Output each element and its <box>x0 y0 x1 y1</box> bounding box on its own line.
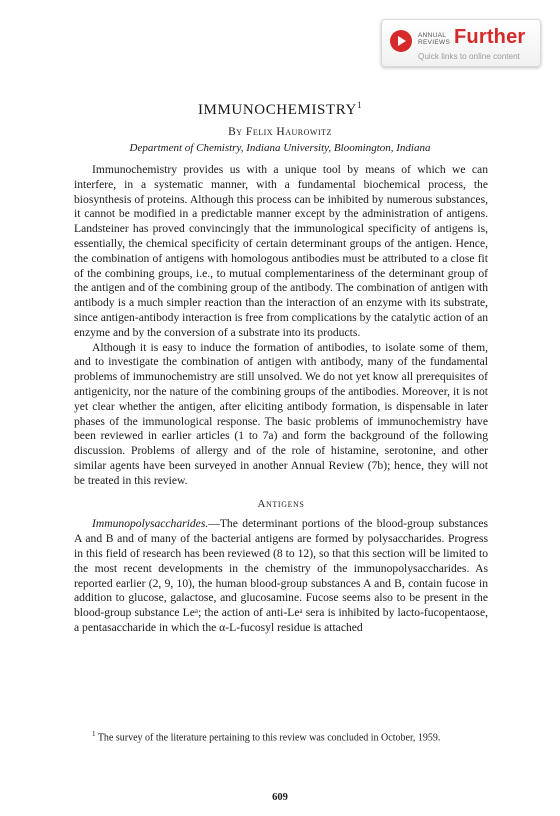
footnote-text: The survey of the literature pertaining to this review was concluded in October, 1959. <box>95 732 441 744</box>
badge-annual-text: ANNUAL <box>418 32 447 39</box>
paragraph: Immunochemistry provides us with a unique tool by means of which we can interfere, in a systematic manner, with a fundamental biochemical process, the biosynthesis of proteins. Although this process can be inhibited by numerous substances, it cannot be modified in a predictable manner except by the administration of antigens. Landsteiner has proved convincingly that the immunological specificity of antigens is, essentially, the chemical specificity of certain determinant groups of the antigen. Hence, the combination of antigens with homologous antibodies must be attributed to a close fit of the combining groups, i.e., to mutual complementariness of the determinant group of the antigen and of the combining group of the antibody. The combination of antigen with antibody is a much simpler reaction than the interaction of an enzyme with its substrate, since antigen-antibody interaction is free from complications by the catalytic action of an enzyme and by the conversion of a substrate into its products. <box>74 163 489 339</box>
footnote-mark: 1 <box>92 730 96 738</box>
paragraph <box>74 517 488 635</box>
further-badge[interactable] <box>381 19 541 67</box>
annual-reviews-logo-icon <box>390 30 412 52</box>
article-author: By Felix Haurowitz <box>228 126 332 138</box>
article-title <box>0 100 560 119</box>
section-text: —The determinant portions of the blood-group substances A and B and of many of the bacterial antigens are formed by polysaccharides. Progress in this field of research has been reviewed (8 to 12), so that this section will be limited to the most recent developments in the chemistry of the immunopolysaccharides. As reported earlier (2, 9, 10), the human blood-group substances A and B, contain fucose in addition to glucose, galactose, and glucosamine. Fucose seems also to be present in the blood-group substance Leᵃ; the action of anti-Leᵃ sera is inhibited by lacto-fucopentaose, a pentasaccharide in which the α-L-fucosyl residue is attached <box>74 517 488 634</box>
badge-further-label: Further <box>454 26 526 48</box>
article-body <box>74 163 488 636</box>
section-heading: Antigens <box>257 497 305 510</box>
title-footnote-mark: 1 <box>356 100 363 110</box>
page-number: 609 <box>272 792 288 803</box>
article-affiliation: Department of Chemistry, Indiana University, Bloomington, Indiana <box>129 142 431 154</box>
badge-annual-reviews-label <box>418 32 451 46</box>
paragraph: Although it is easy to induce the formation of antibodies, to isolate some of them, and to investigate the combination of antigen with antibody, many of the fundamental problems of immunochemistry are still unsolved. We do not yet know all prerequisites of antigenicity, nor the nature of the combining groups of the antibodies. Moreover, it is not yet clear whether the antigen, after eliciting antibody formation, is dispensable in later phases of the immunological response. The basic problems of immunochemistry have been reviewed in earlier articles (1 to 7a) and form the background of the following discussion. Problems of allergy and of the role of histamine, serotonine, and other similar agents have been surveyed in another Annual Review (7b); hence, they will not be treated in this review. <box>74 340 488 487</box>
article-title-text: IMMUNOCHEMISTRY <box>197 102 357 118</box>
badge-quick-links-label: Quick links to online content <box>418 52 520 61</box>
run-in-heading: Immunopolysaccharides. <box>92 517 209 531</box>
badge-reviews-text: REVIEWS <box>418 39 451 46</box>
footnote <box>74 728 488 744</box>
